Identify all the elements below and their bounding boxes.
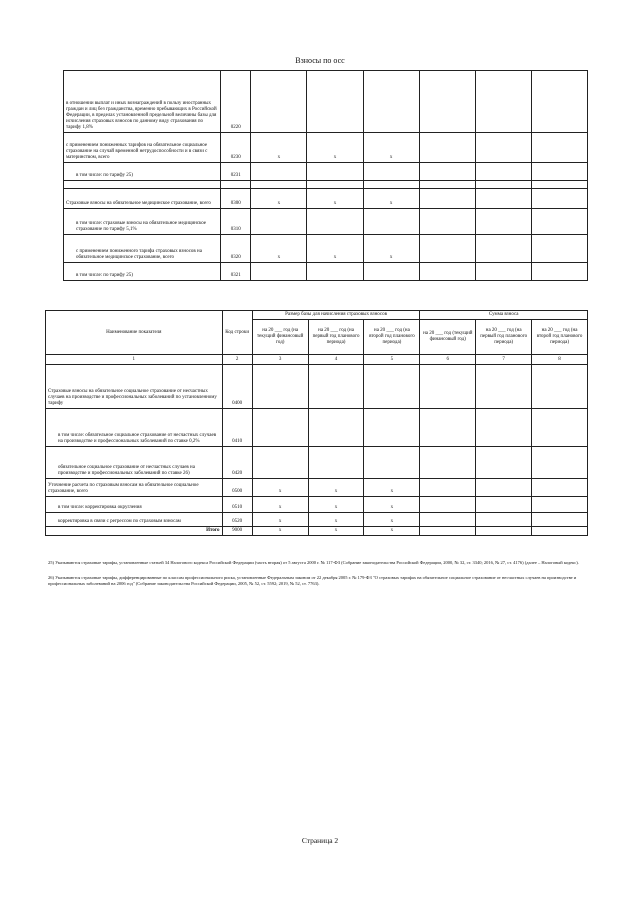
row-label [64,181,221,189]
footnote-26: 26) Указываются страховые тарифы, дифференцированные по классам профессионального риска, установленные Федеральным законом от 22 декабря 2005 г. № 179-ФЗ "О страховых тарифах на обязательное социальное страхование от несчастных случаев на производстве и профессиональных заболеваний на 2006 год" (Собрание законодательства Российской Федерации, 2005, № 52, ст. 5592; 2019, № 52, ст. 7763). [48,575,577,586]
row-code: 0520 [222,513,252,527]
value-cell: x [364,479,420,497]
value-cell [308,365,364,409]
value-cell: x [251,133,307,163]
value-cell [252,365,308,409]
value-cell [363,209,419,235]
row-code: 9000 [222,527,252,536]
value-cell [475,133,531,163]
table-insurance-oss-oms [63,70,588,281]
table-row [64,181,588,189]
value-cell [531,189,587,209]
row-label: в том числе: страховые взносы на обязательное медицинское страхование по тарифу 5,1% [64,209,221,235]
value-cell [532,479,588,497]
value-cell: x [363,235,419,263]
section-title: Взносы по осс [295,56,345,65]
row-code: 0300 [221,189,251,209]
value-cell [307,209,363,235]
value-cell [476,447,532,479]
col-number: 8 [532,355,588,365]
row-code: 0220 [221,71,251,133]
col-number: 1 [46,355,223,365]
value-cell [420,513,476,527]
col-header-period: на 20 ___ год (на первый год планового периода) [308,320,364,355]
value-cell: x [251,235,307,263]
value-cell [308,409,364,447]
value-cell [531,209,587,235]
value-cell [532,409,588,447]
table-row [46,409,588,447]
table-row [46,447,588,479]
row-code: 0410 [222,409,252,447]
row-label: в том числе: по тарифу 25) [64,263,221,281]
row-label: Страховые взносы на обязательное медицинское страхование, всего [64,189,221,209]
value-cell [307,71,363,133]
value-cell [532,447,588,479]
footnote-25: 25) Указываются страховые тарифы, установленные статьей 34 Налогового кодекса Российской Федерации (часть вторая) от 5 августа 2000 г. № 117-ФЗ (Собрание законодательства Российской Федерации, 2000, № 32, ст. 3340; 2016, № 27, ст. 4176) (далее – Налоговый кодекс). [48,560,579,565]
value-cell [475,71,531,133]
value-cell: x [252,513,308,527]
value-cell: x [364,497,420,513]
value-cell: x [308,527,364,536]
value-cell [308,447,364,479]
value-cell [419,163,475,181]
value-cell [531,235,587,263]
col-number: 6 [420,355,476,365]
table-row [46,497,588,513]
value-cell: x [308,479,364,497]
col-number: 7 [476,355,532,365]
table1-body [64,71,588,281]
value-cell [363,71,419,133]
table-row [64,133,588,163]
table-row [46,513,588,527]
value-cell: x [364,527,420,536]
value-cell [476,497,532,513]
value-cell [531,133,587,163]
col-header-period: на 20 ___ год (на первый год планового периода) [476,320,532,355]
col-header-period: на 20 ___ год (на второй год планового периода) [532,320,588,355]
row-label: Уточнение расчета по страховым взносам на обязательное социальное страхование, всего [46,479,223,497]
value-cell [419,235,475,263]
value-cell: x [363,133,419,163]
value-cell [420,479,476,497]
col-header-base: Размер базы для начисления страховых взносов [252,311,420,320]
row-code [221,181,251,189]
value-cell [363,163,419,181]
value-cell [420,409,476,447]
table-row [64,163,588,181]
value-cell: x [308,513,364,527]
row-label: Страховые взносы на обязательное социальное страхование от несчастных случаев на производстве и профессиональных заболеваний по установленному тарифу [46,365,223,409]
table2-head [46,311,588,365]
table-row [64,189,588,209]
value-cell [363,181,419,189]
col-header-sum: Сумма взноса [420,311,588,320]
row-label: в том числе: по тарифу 25) [64,163,221,181]
row-code: 0400 [222,365,252,409]
value-cell [532,365,588,409]
value-cell: x [307,133,363,163]
value-cell: x [252,527,308,536]
value-cell [251,163,307,181]
value-cell: x [252,497,308,513]
row-label: с применением пониженного тарифа страховых взносов на обязательное медицинское страхование, всего [64,235,221,263]
value-cell [419,209,475,235]
value-cell [251,181,307,189]
value-cell [476,365,532,409]
row-code: 0230 [221,133,251,163]
value-cell [419,189,475,209]
value-cell [475,263,531,281]
row-label: в том числе: обязательное социальное страхование от несчастных случаев на производстве и профессиональных заболеваний по ставке 0,2% [46,409,223,447]
row-label: Итого [46,527,223,536]
value-cell [252,409,308,447]
table-row [46,527,588,536]
value-cell [476,527,532,536]
value-cell [531,181,587,189]
value-cell [420,527,476,536]
value-cell [419,71,475,133]
value-cell [364,409,420,447]
value-cell [307,181,363,189]
page-number: Страница 2 [301,836,339,845]
value-cell [476,409,532,447]
table-row [46,365,588,409]
value-cell: x [363,189,419,209]
table-row [64,71,588,133]
value-cell [531,71,587,133]
value-cell [364,447,420,479]
row-code: 0310 [221,209,251,235]
col-number: 2 [222,355,252,365]
row-label: обязательное социальное страхование от несчастных случаев на производстве и профессиональных заболеваний по ставке 26) [46,447,223,479]
table-row [46,479,588,497]
row-code: 0231 [221,163,251,181]
value-cell [252,447,308,479]
value-cell [531,163,587,181]
value-cell [420,447,476,479]
value-cell [475,163,531,181]
value-cell [475,235,531,263]
value-cell [307,163,363,181]
value-cell [476,513,532,527]
col-number: 5 [364,355,420,365]
col-header-period: на 20 ___ год (на текущий финансовый год) [252,320,308,355]
table2-body [46,365,588,536]
value-cell [251,71,307,133]
value-cell [475,189,531,209]
value-cell [532,497,588,513]
row-code: 0320 [221,235,251,263]
value-cell [363,263,419,281]
value-cell: x [307,189,363,209]
table-row [64,235,588,263]
row-code: 0510 [222,497,252,513]
value-cell: x [307,235,363,263]
value-cell [475,209,531,235]
row-label: в том числе: корректировка округления [46,497,223,513]
value-cell [251,263,307,281]
table-row [64,209,588,235]
value-cell: x [364,513,420,527]
table-accident-insurance [45,310,588,536]
value-cell [307,263,363,281]
col-number: 3 [252,355,308,365]
value-cell: x [251,189,307,209]
row-label: корректировка в связи с регрессом по страховым взносам [46,513,223,527]
col-header-period: на 20 ___ год (текущий финансовый год) [420,320,476,355]
value-cell [475,181,531,189]
value-cell: x [308,497,364,513]
value-cell [476,479,532,497]
value-cell [420,497,476,513]
row-code: 0321 [221,263,251,281]
value-cell [364,365,420,409]
value-cell [251,209,307,235]
value-cell [420,365,476,409]
value-cell [532,527,588,536]
col-header-period: на 20 ___ год (на второй год планового периода) [364,320,420,355]
row-label: с применением пониженных тарифов на обязательное социальное страхование на случай временной нетрудоспособности и в связи с материнством, всего [64,133,221,163]
row-code: 0420 [222,447,252,479]
col-number: 4 [308,355,364,365]
table-row [64,263,588,281]
value-cell [419,133,475,163]
value-cell [532,513,588,527]
row-code: 0500 [222,479,252,497]
value-cell: x [252,479,308,497]
row-label: в отношении выплат и иных вознаграждений в пользу иностранных граждан и лиц без гражданства, временно пребывающих в Российской Федерации, в пределах установленной предельной величины базы для исчисления страховых взносов по данному виду страхования по тарифу 1,8% [64,71,221,133]
col-header-name: Наименование показателя [46,311,223,355]
value-cell [419,263,475,281]
col-header-code: Код строки [222,311,252,355]
value-cell [419,181,475,189]
value-cell [531,263,587,281]
